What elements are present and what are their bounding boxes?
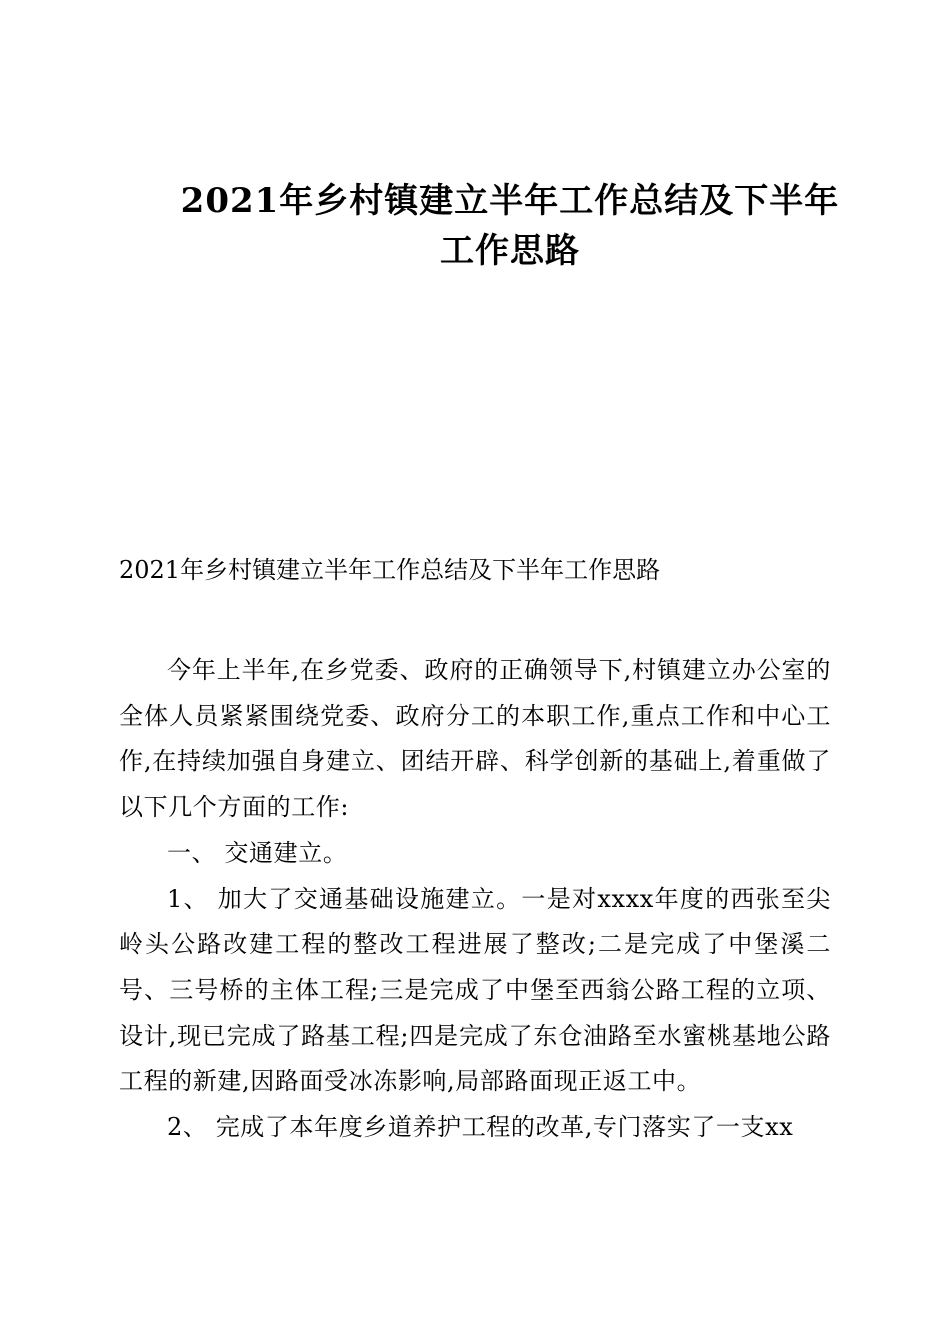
document-title bbox=[170, 176, 850, 276]
title-line-1: 2021年乡村镇建立半年工作总结及下半年 bbox=[180, 181, 840, 221]
document-body bbox=[119, 648, 831, 1151]
document-subtitle: 2021年乡村镇建立半年工作总结及下半年工作思路 bbox=[119, 556, 661, 584]
paragraph-item-2: 2、 完成了本年度乡道养护工程的改革,专门落实了一支xx bbox=[167, 1113, 794, 1142]
paragraph-item-1: 1、 加大了交通基础设施建立。一是对xxxx年度的西张至尖岭头公路改建工程的整改工程进展了整改;二是完成了中堡溪二号、三号桥的主体工程;三是完成了中堡至西翁公路工程的立项、设计,现已完成了路基工程;四是完成了东仓油路至水蜜桃基地公路工程的新建,因路面受冰冻影响,局部路面现正返工中。 bbox=[119, 884, 831, 1096]
title-line-2: 工作思路 bbox=[440, 231, 580, 271]
paragraph-intro: 今年上半年,在乡党委、政府的正确领导下,村镇建立办公室的全体人员紧紧围绕党委、政府分工的本职工作,重点工作和中心工作,在持续加强自身建立、团结开辟、科学创新的基础上,着重做了以下几个方面的工作: bbox=[119, 656, 831, 822]
section-heading-transport: 一、 交通建立。 bbox=[167, 838, 348, 867]
